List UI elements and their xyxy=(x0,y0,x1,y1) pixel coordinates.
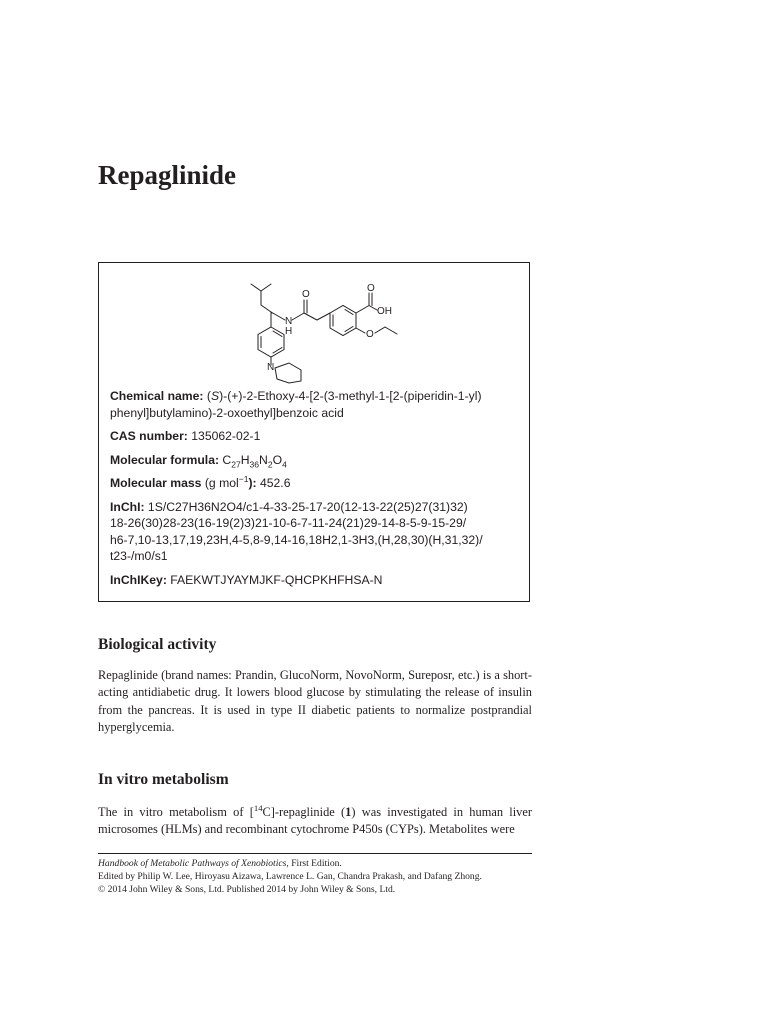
footer-book-line xyxy=(98,857,538,870)
hydroxyl-label: OH xyxy=(377,306,392,317)
inchikey-label: InChIKey: xyxy=(110,572,167,587)
carbonyl-o-label: O xyxy=(367,283,375,294)
chemical-name-part1: -(+)-2-Ethoxy-4-[2-(3-methyl-1-[2-(piperidin-1-yl) xyxy=(223,389,482,403)
amide-o-label: O xyxy=(302,289,310,300)
amide-n-label: N xyxy=(285,316,293,327)
amide-h-label: H xyxy=(285,326,293,337)
inchi-label: InChI: xyxy=(110,499,145,514)
edition: , First Edition. xyxy=(286,858,342,869)
chemical-name-label: Chemical name: xyxy=(110,389,204,403)
inchi-line: 1S/C27H36N2O4/c1-4-33-25-17-20(12-13-22(25)27(31)32) xyxy=(147,499,468,514)
footer-divider xyxy=(98,853,532,854)
piperidine-n-label: N xyxy=(267,362,275,373)
page-footer xyxy=(98,857,538,897)
formula-value: $C_{27}H_{36}N_2O_4$ xyxy=(222,452,287,469)
in-vitro-metabolism-text: The in vitro metabolism of [$^{14}$C]-repaglinide (1) was investigated in human liver microsomes (HLMs) and recombinant cytochrome P450s (CYPs). Metabolites were xyxy=(98,802,532,837)
molecular-mass: Molecular mass (g mol$^{-1}$): 452.6 xyxy=(110,473,291,490)
inchi xyxy=(110,499,521,565)
chemical-name-part2: phenyl]butylamino)-2-oxoethyl]benzoic acid xyxy=(110,405,344,420)
compound-properties xyxy=(110,388,521,595)
ether-o-label: O xyxy=(366,329,374,340)
footer-copyright: © 2014 John Wiley & Sons, Ltd. Published 2014 by John Wiley & Sons, Ltd. xyxy=(98,884,396,896)
formula-label: Molecular formula: xyxy=(110,452,220,467)
cas-number xyxy=(110,428,521,445)
biological-activity-text: Repaglinide (brand names: Prandin, GlucoNorm, NovoNorm, Sureposr, etc.) is a short-acting antidiabetic drug. It lowers blood glucose by stimulating the release of insulin from the pancreas. It is used in type II diabetic patients to normalize postprandial hyperglycemia. xyxy=(98,668,532,735)
chemical-structure-diagram xyxy=(229,269,409,384)
mass-unit: (g mol xyxy=(204,476,239,490)
book-title: Handbook of Metabolic Pathways of Xenobiotics xyxy=(98,858,287,869)
compound-info-box xyxy=(98,262,530,602)
chemical-name: Chemical name: (S)-(+)-2-Ethoxy-4-[2-(3-methyl-1-[2-(piperidin-1-yl) phenyl]butylamino)-2-oxoethyl]benzoic acid xyxy=(110,389,482,420)
inchikey-value: FAEKWTJYAYMJKF-QHCPKHFHSA-N xyxy=(170,572,383,587)
footer-editors: Edited by Philip W. Lee, Hiroyasu Aizawa, Lawrence L. Gan, Chandra Prakash, and Dafang Zhong. xyxy=(98,871,482,883)
stereo-descriptor: S xyxy=(210,389,220,403)
inchi-line: t23-/m0/s1 xyxy=(110,549,168,563)
mass-label: Molecular mass xyxy=(110,476,202,490)
biological-activity-heading: Biological activity xyxy=(98,636,217,653)
in-vitro-metabolism-heading: In vitro metabolism xyxy=(98,771,229,788)
molecular-formula xyxy=(110,452,521,469)
inchi-line: 18-26(30)28-23(16-19(2)3)21-10-6-7-11-24(21)29-14-8-5-9-15-29/ xyxy=(110,516,467,530)
page-title: Repaglinide xyxy=(98,160,237,190)
cas-value: 135062-02-1 xyxy=(191,429,261,443)
inchikey xyxy=(110,572,521,589)
cas-label: CAS number: xyxy=(110,429,188,443)
mass-value: 452.6 xyxy=(259,476,291,490)
inchi-line: h6-7,10-13,17,19,23H,4-5,8-9,14-16,18H2,1-3H3,(H,28,30)(H,31,32)/ xyxy=(110,532,483,547)
